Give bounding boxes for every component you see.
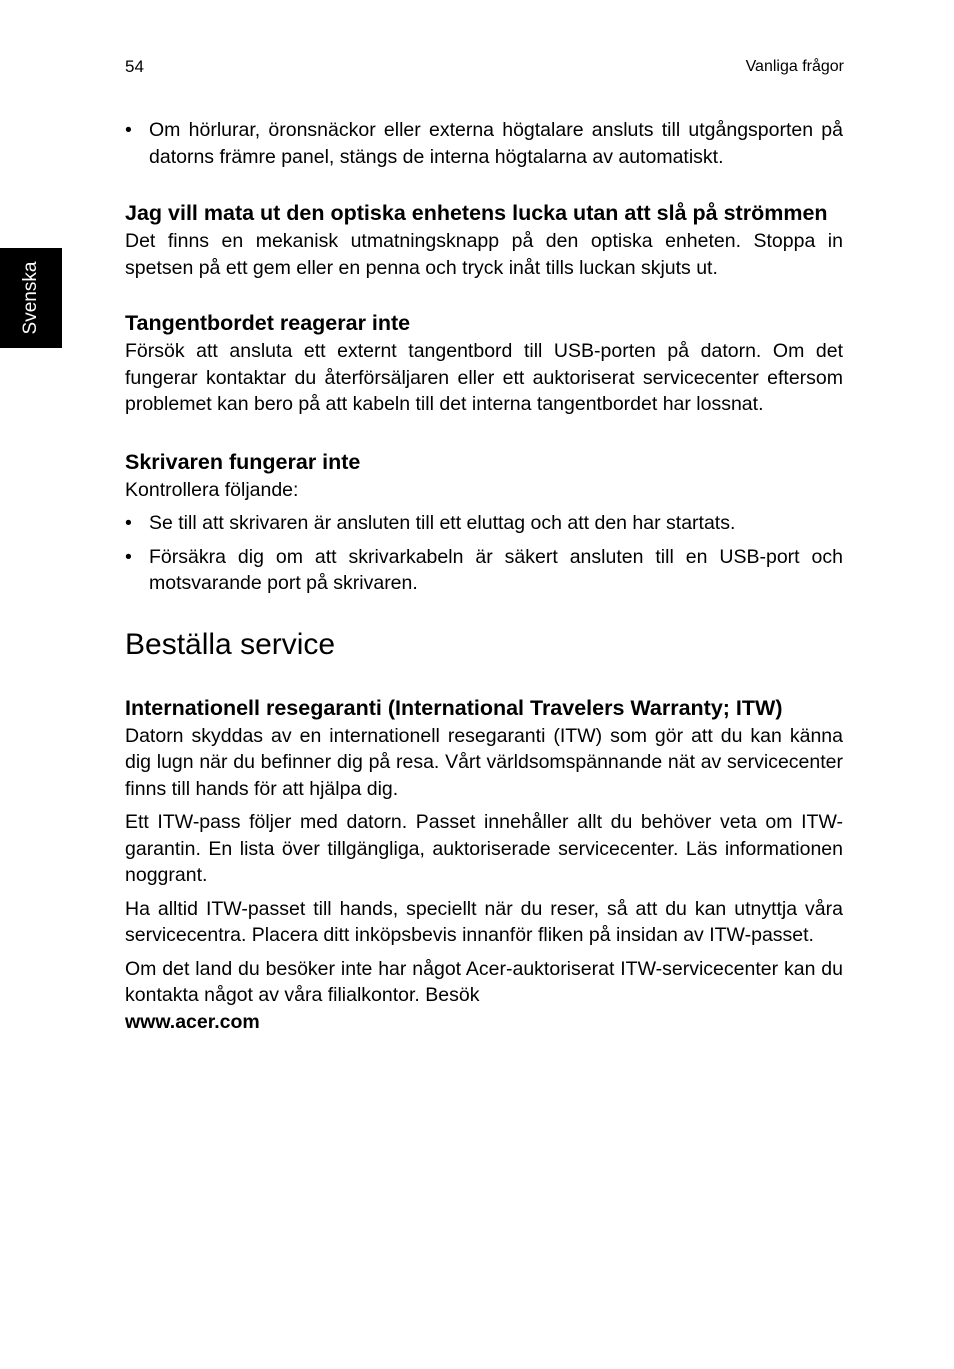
itw-last-paragraph-text: Om det land du besöker inte har något Acer-auktoriserat ITW-servicecenter kan du kontakta något av våra filialkontor. Besök	[125, 957, 843, 1006]
running-header: Vanliga frågor	[745, 58, 844, 75]
printer-bullet-list	[125, 510, 843, 597]
language-side-tab-label: Svenska	[20, 261, 41, 335]
keyboard-body: Försök att ansluta ett externt tangentbord till USB-porten på datorn. Om det fungerar kontaktar du återförsäljaren eller ett auktoriserat servicecenter eftersom problemet kan bero på att kabeln till det interna tangentbordet har lossnat.	[125, 340, 843, 415]
itw-paragraph: Ha alltid ITW-passet till hands, speciellt när du reser, så att du kan utnyttja våra servicecentra. Placera ditt inköpsbevis innanför fliken på insidan av ITW-passet.	[125, 897, 843, 946]
itw-last-paragraph	[125, 956, 843, 1036]
keyboard-heading: Tangentbordet reagerar inte	[125, 311, 411, 335]
eject-heading: Jag vill mata ut den optiska enhetens lucka utan att slå på strömmen	[125, 201, 828, 225]
language-side-tab	[0, 248, 62, 348]
itw-paragraph: Ett ITW-pass följer med datorn. Passet innehåller allt du behöver veta om ITW-garantin. En lista över tillgängliga, auktoriserade servicecenter. Läs informationen noggrant.	[125, 811, 843, 886]
itw-heading: Internationell resegaranti (International Travelers Warranty; ITW)	[125, 695, 783, 720]
service-title: Beställa service	[125, 627, 336, 661]
intro-bullet-list	[125, 117, 843, 170]
list-item: • Se till att skrivaren är ansluten till ett eluttag och att den har startats.	[125, 510, 843, 537]
itw-paragraph: Datorn skyddas av en internationell resegaranti (ITW) som gör att du kan känna dig lugn när du befinner dig på resa. Vårt världsomspännande nät av servicecenter finns till hands för att hjälpa dig.	[125, 724, 843, 800]
printer-heading: Skrivaren fungerar inte	[125, 449, 361, 474]
page-number: 54	[125, 57, 144, 76]
acer-website-link[interactable]: www.acer.com	[125, 1010, 260, 1033]
list-item: • Om hörlurar, öronsnäckor eller externa högtalare ansluts till utgångsporten på datorns främre panel, stängs de interna högtalarna av automatiskt.	[125, 117, 843, 170]
printer-body: Kontrollera följande:	[125, 478, 299, 501]
list-item: • Försäkra dig om att skrivarkabeln är säkert ansluten till en USB-port och motsvarande port på skrivaren.	[125, 544, 843, 597]
page-content	[125, 117, 843, 1035]
eject-body: Det finns en mekanisk utmatningsknapp på den optiska enheten. Stoppa in spetsen på ett gem eller en penna och tryck inåt tills luckan skjuts ut.	[125, 230, 843, 279]
